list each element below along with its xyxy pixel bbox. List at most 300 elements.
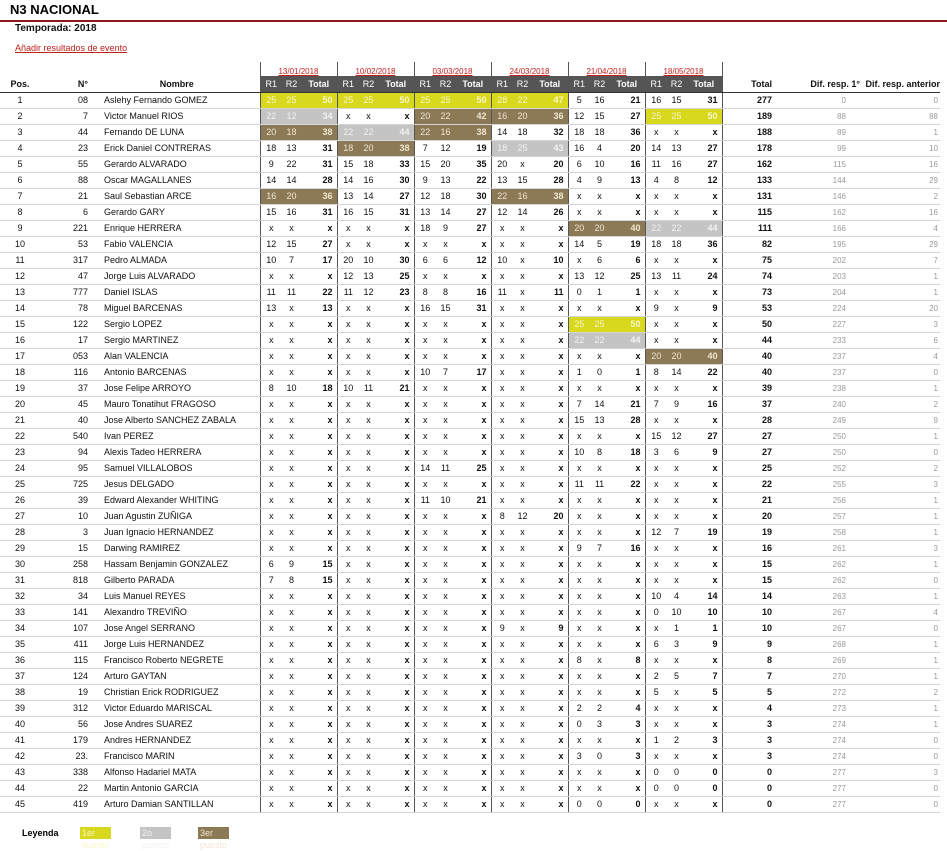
r2-score-cell: x bbox=[513, 268, 532, 284]
r1-score-cell: 15 bbox=[260, 204, 282, 220]
r1-score-cell: x bbox=[260, 396, 282, 412]
event-total-cell: 4 bbox=[609, 700, 645, 716]
event-total-cell: x bbox=[532, 268, 568, 284]
r2-score-cell: x bbox=[282, 732, 301, 748]
r2-score-cell: x bbox=[359, 636, 378, 652]
r2-score-cell: x bbox=[513, 156, 532, 172]
number-cell: 141 bbox=[40, 604, 94, 620]
r2-score-cell: x bbox=[590, 492, 609, 508]
r1-score-cell: 11 bbox=[414, 492, 436, 508]
r2-score-cell: 0 bbox=[590, 748, 609, 764]
r1-score-cell: 3 bbox=[645, 444, 667, 460]
r1-score-cell: 20 bbox=[414, 108, 436, 124]
diff-first-cell: 166 bbox=[780, 220, 860, 236]
diff-prev-cell: 2 bbox=[860, 188, 940, 204]
event-total-cell: x bbox=[455, 764, 491, 780]
event-total-cell: x bbox=[301, 652, 337, 668]
add-event-results-link[interactable]: Añadir resultados de evento bbox=[15, 43, 128, 53]
event-total-cell: x bbox=[455, 444, 491, 460]
table-row bbox=[0, 172, 940, 188]
event-total-cell: 27 bbox=[609, 108, 645, 124]
grand-total-cell: 44 bbox=[722, 332, 780, 348]
r2-score-cell: 15 bbox=[667, 92, 686, 108]
r1-score-cell: x bbox=[260, 620, 282, 636]
grand-total-cell: 15 bbox=[722, 572, 780, 588]
r1-score-cell: x bbox=[491, 364, 513, 380]
r1-score-cell: 8 bbox=[568, 652, 590, 668]
r2-score-cell: 18 bbox=[282, 124, 301, 140]
r2-score-cell: x bbox=[513, 684, 532, 700]
r1-score-cell: x bbox=[337, 236, 359, 252]
event-total-cell: x bbox=[532, 300, 568, 316]
r1-score-cell: 25 bbox=[260, 92, 282, 108]
r2-score-cell: 10 bbox=[667, 604, 686, 620]
r1-score-cell: x bbox=[491, 220, 513, 236]
grand-total-cell: 111 bbox=[722, 220, 780, 236]
position-cell: 24 bbox=[0, 460, 40, 476]
diff-prev-cell: 1 bbox=[860, 700, 940, 716]
r1-score-cell: x bbox=[568, 524, 590, 540]
r2-score-cell: x bbox=[590, 636, 609, 652]
event-total-cell: 31 bbox=[378, 204, 414, 220]
r2-score-cell: 22 bbox=[590, 332, 609, 348]
table-row bbox=[0, 636, 940, 652]
r1-score-cell: x bbox=[260, 412, 282, 428]
r1-score-cell: 16 bbox=[568, 140, 590, 156]
r2-score-cell: 20 bbox=[590, 220, 609, 236]
diff-first-cell: 274 bbox=[780, 748, 860, 764]
position-cell: 28 bbox=[0, 524, 40, 540]
event-total-cell: x bbox=[455, 316, 491, 332]
event-total-cell: 50 bbox=[378, 92, 414, 108]
event-total-cell: 11 bbox=[532, 284, 568, 300]
r1-score-cell: 28 bbox=[491, 92, 513, 108]
diff-first-cell: 268 bbox=[780, 636, 860, 652]
event-total-cell: 14 bbox=[686, 588, 722, 604]
event-date-5[interactable]: 21/04/2018 bbox=[568, 62, 645, 76]
r2-score-cell: 25 bbox=[282, 92, 301, 108]
event-date-4[interactable]: 24/03/2018 bbox=[491, 62, 568, 76]
r2-score-cell: x bbox=[667, 316, 686, 332]
r1-score-cell: x bbox=[645, 700, 667, 716]
grand-total-cell: 10 bbox=[722, 604, 780, 620]
r2-score-cell: 11 bbox=[282, 284, 301, 300]
r2-score-cell: x bbox=[436, 620, 455, 636]
r2-score-cell: x bbox=[513, 460, 532, 476]
event-total-cell: x bbox=[301, 412, 337, 428]
number-cell: 21 bbox=[40, 188, 94, 204]
number-cell: 3 bbox=[40, 524, 94, 540]
r2-score-cell: 10 bbox=[436, 492, 455, 508]
r1-score-cell: 18 bbox=[568, 124, 590, 140]
number-cell: 15 bbox=[40, 540, 94, 556]
r2-score-cell: x bbox=[359, 460, 378, 476]
event-total-cell: 34 bbox=[301, 108, 337, 124]
r2-score-cell: x bbox=[513, 476, 532, 492]
event-total-cell: x bbox=[532, 444, 568, 460]
r2-score-cell: x bbox=[282, 540, 301, 556]
name-cell: Darwing RAMIREZ bbox=[94, 540, 260, 556]
number-cell: 78 bbox=[40, 300, 94, 316]
r1-score-cell: 11 bbox=[491, 284, 513, 300]
r1-score-cell: 10 bbox=[260, 252, 282, 268]
r2-score-cell: x bbox=[590, 572, 609, 588]
r2-score-cell: x bbox=[359, 732, 378, 748]
r2-score-cell: 16 bbox=[282, 204, 301, 220]
r2-score-cell: x bbox=[667, 300, 686, 316]
r1-score-cell: x bbox=[337, 572, 359, 588]
col-header-r1: R1 bbox=[260, 76, 282, 92]
event-total-cell: x bbox=[455, 396, 491, 412]
grand-total-cell: 0 bbox=[722, 764, 780, 780]
r2-score-cell: 9 bbox=[436, 220, 455, 236]
r2-score-cell: 4 bbox=[590, 140, 609, 156]
grand-total-cell: 9 bbox=[722, 636, 780, 652]
event-date-2[interactable]: 10/02/2018 bbox=[337, 62, 414, 76]
event-total-cell: x bbox=[455, 268, 491, 284]
event-total-cell: x bbox=[378, 540, 414, 556]
r2-score-cell: x bbox=[513, 572, 532, 588]
position-cell: 18 bbox=[0, 364, 40, 380]
diff-first-cell: 267 bbox=[780, 604, 860, 620]
r1-score-cell: x bbox=[414, 556, 436, 572]
r1-score-cell: x bbox=[260, 348, 282, 364]
name-cell: Aslehy Fernando GOMEZ bbox=[94, 92, 260, 108]
r1-score-cell: x bbox=[260, 364, 282, 380]
event-total-cell: x bbox=[686, 332, 722, 348]
r2-score-cell: x bbox=[436, 636, 455, 652]
r2-score-cell: x bbox=[513, 636, 532, 652]
event-total-cell: 31 bbox=[301, 156, 337, 172]
r2-score-cell: x bbox=[282, 524, 301, 540]
r2-score-cell: 12 bbox=[359, 284, 378, 300]
event-date-6[interactable]: 18/05/2018 bbox=[645, 62, 722, 76]
number-cell: 55 bbox=[40, 156, 94, 172]
r1-score-cell: x bbox=[337, 524, 359, 540]
grand-total-cell: 10 bbox=[722, 620, 780, 636]
r2-score-cell: 10 bbox=[282, 380, 301, 396]
r2-score-cell: x bbox=[436, 668, 455, 684]
r2-score-cell: 11 bbox=[436, 460, 455, 476]
r2-score-cell: x bbox=[513, 412, 532, 428]
event-total-cell: 1 bbox=[609, 364, 645, 380]
event-total-cell: x bbox=[378, 316, 414, 332]
diff-first-cell: 277 bbox=[780, 796, 860, 812]
event-total-cell: x bbox=[455, 572, 491, 588]
grand-total-cell: 14 bbox=[722, 588, 780, 604]
name-cell: Juan Ignacio HERNANDEZ bbox=[94, 524, 260, 540]
event-total-cell: x bbox=[301, 604, 337, 620]
name-cell: Hassam Benjamin GONZALEZ bbox=[94, 556, 260, 572]
r1-score-cell: x bbox=[260, 652, 282, 668]
event-total-cell: x bbox=[609, 620, 645, 636]
r2-score-cell: x bbox=[282, 492, 301, 508]
event-total-cell: x bbox=[378, 364, 414, 380]
r1-score-cell: x bbox=[491, 668, 513, 684]
r2-score-cell: x bbox=[282, 764, 301, 780]
event-total-cell: 0 bbox=[686, 764, 722, 780]
r1-score-cell: x bbox=[568, 764, 590, 780]
name-cell: Edward Alexander WHITING bbox=[94, 492, 260, 508]
event-total-cell: 31 bbox=[455, 300, 491, 316]
r1-score-cell: x bbox=[337, 492, 359, 508]
r1-score-cell: x bbox=[645, 556, 667, 572]
event-total-cell: x bbox=[686, 316, 722, 332]
event-total-cell: 24 bbox=[686, 268, 722, 284]
r1-score-cell: x bbox=[414, 716, 436, 732]
r2-score-cell: x bbox=[359, 524, 378, 540]
event-total-cell: 8 bbox=[609, 652, 645, 668]
r1-score-cell: 7 bbox=[260, 572, 282, 588]
r1-score-cell: 16 bbox=[491, 108, 513, 124]
diff-first-cell: 263 bbox=[780, 588, 860, 604]
r1-score-cell: x bbox=[414, 780, 436, 796]
diff-first-cell: 99 bbox=[780, 140, 860, 156]
r1-score-cell: 11 bbox=[337, 284, 359, 300]
r1-score-cell: 15 bbox=[414, 156, 436, 172]
number-cell: 44 bbox=[40, 124, 94, 140]
table-row bbox=[0, 508, 940, 524]
event-total-cell: x bbox=[609, 668, 645, 684]
r1-score-cell: x bbox=[491, 524, 513, 540]
position-cell: 32 bbox=[0, 588, 40, 604]
table-row bbox=[0, 748, 940, 764]
r1-score-cell: x bbox=[260, 492, 282, 508]
name-cell: Jose Andres SUAREZ bbox=[94, 716, 260, 732]
event-total-cell: 27 bbox=[686, 428, 722, 444]
r2-score-cell: x bbox=[513, 348, 532, 364]
diff-prev-cell: 7 bbox=[860, 252, 940, 268]
r1-score-cell: x bbox=[491, 652, 513, 668]
grand-total-cell: 4 bbox=[722, 700, 780, 716]
r2-score-cell: 13 bbox=[359, 268, 378, 284]
table-row bbox=[0, 412, 940, 428]
event-total-cell: x bbox=[609, 348, 645, 364]
r2-score-cell: x bbox=[513, 380, 532, 396]
table-row bbox=[0, 604, 940, 620]
r1-score-cell: 13 bbox=[337, 188, 359, 204]
r1-score-cell: x bbox=[491, 316, 513, 332]
r1-score-cell: 0 bbox=[645, 780, 667, 796]
event-total-cell: 19 bbox=[455, 140, 491, 156]
r2-score-cell: x bbox=[436, 412, 455, 428]
r2-score-cell: x bbox=[282, 348, 301, 364]
r1-score-cell: 6 bbox=[645, 636, 667, 652]
name-cell: Sergio LOPEZ bbox=[94, 316, 260, 332]
event-total-cell: x bbox=[532, 460, 568, 476]
r2-score-cell: x bbox=[359, 652, 378, 668]
r1-score-cell: 15 bbox=[568, 412, 590, 428]
r2-score-cell: x bbox=[359, 572, 378, 588]
event-total-cell: x bbox=[609, 780, 645, 796]
event-total-cell: x bbox=[378, 652, 414, 668]
table-row bbox=[0, 572, 940, 588]
event-total-cell: x bbox=[378, 108, 414, 124]
r2-score-cell: 10 bbox=[359, 252, 378, 268]
r1-score-cell: x bbox=[645, 380, 667, 396]
r1-score-cell: x bbox=[491, 380, 513, 396]
event-total-cell: x bbox=[686, 412, 722, 428]
r1-score-cell: x bbox=[568, 508, 590, 524]
r2-score-cell: x bbox=[436, 524, 455, 540]
r2-score-cell: 4 bbox=[667, 588, 686, 604]
r1-score-cell: 22 bbox=[491, 188, 513, 204]
r1-score-cell: 11 bbox=[260, 284, 282, 300]
r2-score-cell: 6 bbox=[436, 252, 455, 268]
r1-score-cell: 0 bbox=[645, 604, 667, 620]
grand-total-cell: 37 bbox=[722, 396, 780, 412]
r1-score-cell: 18 bbox=[491, 140, 513, 156]
table-row bbox=[0, 652, 940, 668]
position-cell: 16 bbox=[0, 332, 40, 348]
r2-score-cell: x bbox=[513, 604, 532, 620]
event-total-cell: 17 bbox=[455, 364, 491, 380]
r2-score-cell: x bbox=[667, 540, 686, 556]
event-total-cell: 9 bbox=[686, 636, 722, 652]
event-total-cell: x bbox=[532, 652, 568, 668]
r1-score-cell: x bbox=[337, 764, 359, 780]
r1-score-cell: 13 bbox=[414, 204, 436, 220]
r1-score-cell: x bbox=[568, 300, 590, 316]
number-cell: 317 bbox=[40, 252, 94, 268]
r2-score-cell: 16 bbox=[590, 92, 609, 108]
r2-score-cell: x bbox=[513, 332, 532, 348]
r1-score-cell: x bbox=[414, 684, 436, 700]
position-cell: 45 bbox=[0, 796, 40, 812]
r2-score-cell: x bbox=[590, 428, 609, 444]
grand-total-cell: 75 bbox=[722, 252, 780, 268]
diff-first-cell: 224 bbox=[780, 300, 860, 316]
event-total-cell: x bbox=[455, 652, 491, 668]
position-cell: 8 bbox=[0, 204, 40, 220]
r2-score-cell: x bbox=[513, 236, 532, 252]
event-total-cell: 20 bbox=[532, 156, 568, 172]
r1-score-cell: x bbox=[414, 444, 436, 460]
event-total-cell: x bbox=[378, 748, 414, 764]
event-total-cell: x bbox=[532, 476, 568, 492]
event-total-cell: x bbox=[378, 396, 414, 412]
r1-score-cell: 12 bbox=[645, 524, 667, 540]
event-date-1[interactable]: 13/01/2018 bbox=[260, 62, 337, 76]
r2-score-cell: x bbox=[436, 716, 455, 732]
r2-score-cell: 12 bbox=[513, 508, 532, 524]
event-total-cell: 38 bbox=[301, 124, 337, 140]
event-total-cell: x bbox=[609, 604, 645, 620]
event-total-cell: x bbox=[378, 572, 414, 588]
r2-score-cell: x bbox=[590, 684, 609, 700]
r1-score-cell: 6 bbox=[414, 252, 436, 268]
name-cell: Antonio BARCENAS bbox=[94, 364, 260, 380]
event-total-cell: 44 bbox=[609, 332, 645, 348]
r1-score-cell: x bbox=[260, 268, 282, 284]
event-total-cell: x bbox=[532, 380, 568, 396]
r2-score-cell: 10 bbox=[590, 156, 609, 172]
event-total-cell: 42 bbox=[455, 108, 491, 124]
r1-score-cell: x bbox=[414, 380, 436, 396]
r2-score-cell: x bbox=[282, 428, 301, 444]
name-cell: Sergio MARTINEZ bbox=[94, 332, 260, 348]
event-total-cell: x bbox=[686, 252, 722, 268]
event-total-cell: 27 bbox=[686, 140, 722, 156]
diff-prev-cell: 0 bbox=[860, 796, 940, 812]
table-row bbox=[0, 492, 940, 508]
event-total-cell: 15 bbox=[301, 556, 337, 572]
event-total-cell: x bbox=[532, 332, 568, 348]
r1-score-cell: 14 bbox=[414, 460, 436, 476]
r2-score-cell: x bbox=[513, 444, 532, 460]
legend-second-place: 2o puesto bbox=[142, 828, 170, 850]
diff-first-cell: 162 bbox=[780, 204, 860, 220]
r1-score-cell: x bbox=[568, 188, 590, 204]
position-cell: 41 bbox=[0, 732, 40, 748]
r2-score-cell: 2 bbox=[590, 700, 609, 716]
r2-score-cell: 14 bbox=[590, 396, 609, 412]
r1-score-cell: 14 bbox=[491, 124, 513, 140]
event-total-cell: x bbox=[532, 780, 568, 796]
event-total-cell: 19 bbox=[609, 236, 645, 252]
grand-total-cell: 7 bbox=[722, 668, 780, 684]
grand-total-cell: 53 bbox=[722, 300, 780, 316]
r2-score-cell: 25 bbox=[359, 92, 378, 108]
r2-score-cell: x bbox=[436, 556, 455, 572]
table-row bbox=[0, 444, 940, 460]
position-cell: 38 bbox=[0, 684, 40, 700]
r1-score-cell: 9 bbox=[260, 156, 282, 172]
event-total-cell: 1 bbox=[686, 620, 722, 636]
r2-score-cell: x bbox=[590, 524, 609, 540]
r2-score-cell: x bbox=[359, 348, 378, 364]
diff-first-cell: 227 bbox=[780, 316, 860, 332]
event-total-cell: 36 bbox=[532, 108, 568, 124]
position-cell: 27 bbox=[0, 508, 40, 524]
r1-score-cell: 16 bbox=[260, 188, 282, 204]
event-total-cell: x bbox=[378, 444, 414, 460]
r1-score-cell: 10 bbox=[568, 444, 590, 460]
r2-score-cell: x bbox=[436, 780, 455, 796]
r2-score-cell: x bbox=[282, 444, 301, 460]
diff-first-cell: 256 bbox=[780, 492, 860, 508]
diff-prev-cell: 2 bbox=[860, 684, 940, 700]
r1-score-cell: 22 bbox=[645, 220, 667, 236]
r2-score-cell: 6 bbox=[590, 252, 609, 268]
col-header-r1: R1 bbox=[491, 76, 513, 92]
event-total-cell: 19 bbox=[686, 524, 722, 540]
r2-score-cell: 22 bbox=[436, 108, 455, 124]
name-cell: Alan VALENCIA bbox=[94, 348, 260, 364]
table-row bbox=[0, 732, 940, 748]
r1-score-cell: 12 bbox=[337, 268, 359, 284]
name-cell: Jose Felipe ARROYO bbox=[94, 380, 260, 396]
event-total-cell: x bbox=[609, 380, 645, 396]
r1-score-cell: x bbox=[414, 332, 436, 348]
r1-score-cell: x bbox=[645, 412, 667, 428]
grand-total-cell: 189 bbox=[722, 108, 780, 124]
grand-total-cell: 277 bbox=[722, 92, 780, 108]
event-total-cell: 36 bbox=[301, 188, 337, 204]
r2-score-cell: x bbox=[436, 348, 455, 364]
r1-score-cell: x bbox=[491, 460, 513, 476]
name-cell: Francisco Roberto NEGRETE bbox=[94, 652, 260, 668]
event-date-3[interactable]: 03/03/2018 bbox=[414, 62, 491, 76]
event-total-cell: x bbox=[686, 796, 722, 812]
r2-score-cell: 15 bbox=[359, 204, 378, 220]
event-total-cell: 27 bbox=[455, 220, 491, 236]
r1-score-cell: x bbox=[260, 220, 282, 236]
table-row bbox=[0, 380, 940, 396]
r2-score-cell: x bbox=[282, 780, 301, 796]
col-header-pos: Pos. bbox=[0, 76, 40, 92]
r1-score-cell: x bbox=[337, 348, 359, 364]
